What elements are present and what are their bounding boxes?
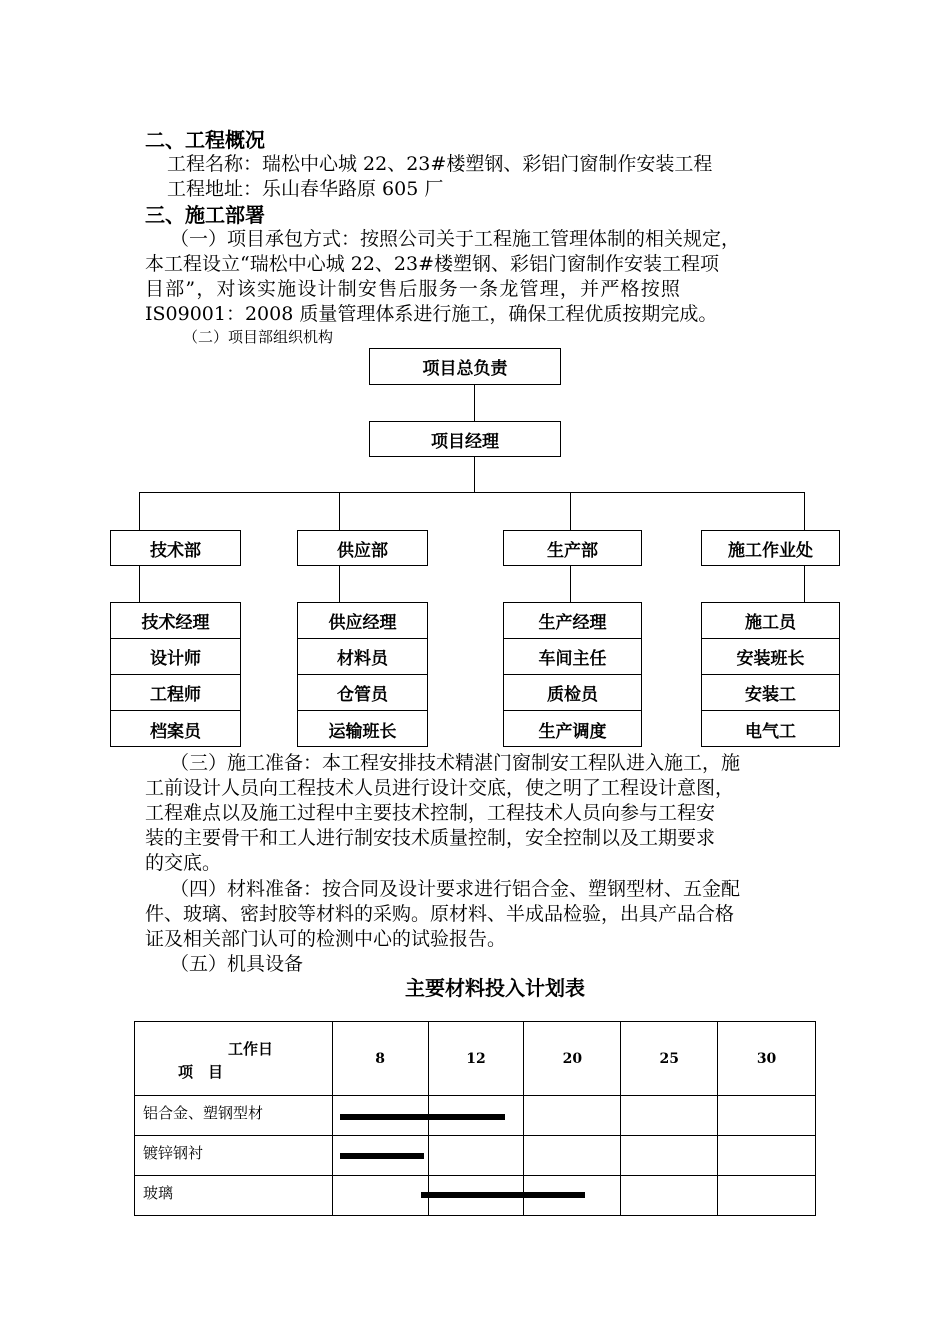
member-cell: 安装工 bbox=[702, 675, 839, 711]
org-top-box: 项目总负责 bbox=[369, 348, 561, 385]
member-cell: 施工员 bbox=[702, 603, 839, 639]
day-header: 25 bbox=[621, 1022, 718, 1096]
member-cell: 车间主任 bbox=[504, 639, 641, 675]
member-cell: 电气工 bbox=[745, 721, 796, 742]
dept-box-production: 生产部 bbox=[503, 530, 642, 566]
para1-line: 目部”，对该实施设计制安售后服务一条龙管理，并严格按照 bbox=[145, 278, 682, 300]
member-cell: 供应经理 bbox=[298, 603, 427, 639]
para4-line: （四）材料准备：按合同及设计要求进行铝合金、塑钢型材、五金配 bbox=[170, 878, 741, 900]
row-label: 玻璃 bbox=[135, 1176, 333, 1216]
dept-box-construction: 施工作业处 bbox=[701, 530, 840, 566]
para3-line: 装的主要骨干和工人进行制安技术质量控制，安全控制以及工期要求 bbox=[145, 827, 716, 849]
member-cell: 安装班长 bbox=[702, 639, 839, 675]
para5-line: （五）机具设备 bbox=[170, 953, 304, 975]
connector-line bbox=[804, 566, 805, 602]
gantt-bar bbox=[340, 1153, 424, 1159]
para1-line: （一）项目承包方式：按照公司关于工程施工管理体制的相关规定， bbox=[170, 228, 741, 250]
day-header: 20 bbox=[524, 1022, 621, 1096]
connector-line bbox=[339, 492, 340, 530]
gantt-bar bbox=[340, 1114, 505, 1120]
header-item-label: 项 目 bbox=[178, 1063, 224, 1081]
dept-box-tech: 技术部 bbox=[110, 530, 241, 566]
para1-line: IS09001：2008 质量管理体系进行施工，确保工程优质按期完成。 bbox=[145, 303, 718, 325]
table-row bbox=[135, 1136, 816, 1176]
para4-line: 件、玻璃、密封胶等材料的采购。原材料、半成品检验，出具产品合格 bbox=[145, 903, 735, 925]
row-label: 镀锌钢衬 bbox=[135, 1136, 333, 1176]
day-header: 8 bbox=[332, 1022, 428, 1096]
row-label: 铝合金、塑钢型材 bbox=[135, 1096, 333, 1136]
dept-members-production bbox=[503, 602, 642, 747]
gantt-bar bbox=[421, 1192, 586, 1198]
header-workday-label: 工作日 bbox=[228, 1040, 274, 1058]
section-3-heading: 三、施工部署 bbox=[145, 203, 265, 227]
dept-members-construction bbox=[701, 602, 840, 747]
para1-line: 本工程设立“瑞松中心城 22、23#楼塑钢、彩铝门窗制作安装工程项 bbox=[145, 253, 720, 275]
para3-line: 的交底。 bbox=[145, 852, 222, 874]
dept-members-supply bbox=[297, 602, 428, 747]
project-address-line: 工程地址：乐山春华路原 605 厂 bbox=[167, 178, 444, 200]
connector-line bbox=[139, 492, 805, 493]
para3-line: 工前设计人员向工程技术人员进行设计交底，使之明了工程设计意图， bbox=[145, 777, 735, 799]
member-cell: 技术经理 bbox=[111, 603, 240, 639]
connector-line bbox=[139, 492, 140, 530]
plan-table-title: 主要材料投入计划表 bbox=[405, 976, 585, 1000]
member-cell: 工程师 bbox=[111, 675, 240, 711]
para3-line: 工程难点以及施工过程中主要技术控制，工程技术人员向参与工程安 bbox=[145, 802, 716, 824]
day-header: 12 bbox=[428, 1022, 524, 1096]
member-cell: 质检员 bbox=[504, 675, 641, 711]
table-header-row bbox=[135, 1022, 816, 1096]
connector-line bbox=[139, 566, 140, 602]
member-cell: 生产调度 bbox=[538, 721, 607, 742]
connector-line bbox=[804, 492, 805, 530]
member-cell: 运输班长 bbox=[328, 721, 397, 742]
member-cell: 生产经理 bbox=[504, 603, 641, 639]
member-cell: 设计师 bbox=[111, 639, 240, 675]
dept-members-tech bbox=[110, 602, 241, 747]
header-corner-cell bbox=[135, 1022, 333, 1096]
connector-line bbox=[474, 385, 475, 421]
para3-line: （三）施工准备：本工程安排技术精湛门窗制安工程队进入施工，施 bbox=[170, 752, 741, 774]
para4-line: 证及相关部门认可的检测中心的试验报告。 bbox=[145, 928, 507, 950]
org-chart-caption: （二）项目部组织机构 bbox=[183, 328, 334, 346]
org-manager-box: 项目经理 bbox=[369, 421, 561, 457]
member-cell: 材料员 bbox=[298, 639, 427, 675]
connector-line bbox=[474, 457, 475, 493]
connector-line bbox=[339, 566, 340, 602]
dept-box-supply: 供应部 bbox=[297, 530, 428, 566]
connector-line bbox=[570, 566, 571, 602]
member-cell: 仓管员 bbox=[298, 675, 427, 711]
project-name-line: 工程名称：瑞松中心城 22、23#楼塑钢、彩铝门窗制作安装工程 bbox=[167, 153, 713, 175]
member-cell: 档案员 bbox=[150, 721, 201, 742]
connector-line bbox=[570, 492, 571, 530]
day-header: 30 bbox=[718, 1022, 816, 1096]
section-2-heading: 二、工程概况 bbox=[145, 128, 265, 152]
